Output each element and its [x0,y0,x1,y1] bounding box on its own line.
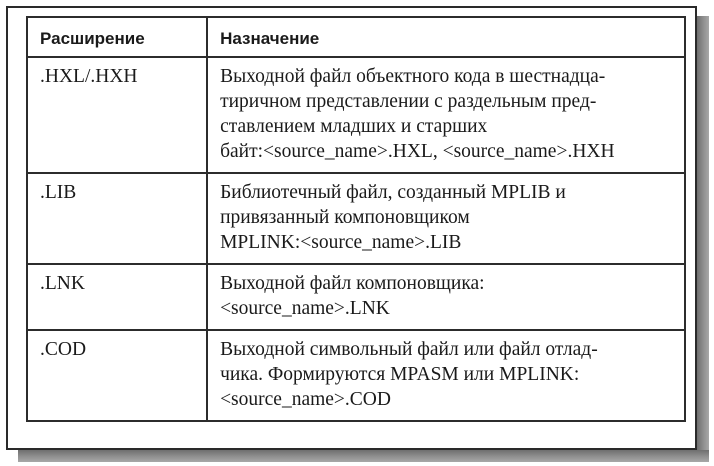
purpose-cell [207,330,685,421]
purpose-cell [207,264,685,330]
purpose-line: чика. Формируются MPASM или MPLINK: [220,364,580,385]
purpose-line: Выходной символьный файл или файл отлад- [220,339,598,360]
table-row [27,57,685,173]
purpose-line: <source_name>.LNK [220,298,390,319]
header-row [27,17,685,57]
header-extension: Расширение [27,17,207,57]
purpose-cell [207,57,685,173]
purpose-line: Выходной файл компоновщика: [220,273,485,294]
purpose-cell [207,173,685,264]
purpose-line: байт:<source_name>.HXL, <source_name>.HXH [220,141,615,162]
purpose-line: привязанный компоновщиком [220,207,470,228]
purpose-line: ставлением младших и старших [220,116,488,137]
purpose-line: MPLINK:<source_name>.LIB [220,232,462,253]
header-purpose: Назначение [207,17,685,57]
extension-cell: .HXL/.HXH [27,57,207,173]
file-extension-table [26,16,686,422]
purpose-line: <source_name>.COD [220,389,391,410]
purpose-line: Выходной файл объектного кода в шестнадца- [220,66,606,87]
frame-shadow-right [697,16,709,462]
purpose-line: тиричном представлении с раздельным пред- [220,91,597,112]
frame-shadow-bottom [18,450,709,462]
extension-cell: .COD [27,330,207,421]
table-row [27,330,685,421]
table-row [27,264,685,330]
table-row [27,173,685,264]
extension-cell: .LNK [27,264,207,330]
purpose-line: Библиотечный файл, созданный MPLIB и [220,182,566,203]
extension-cell: .LIB [27,173,207,264]
